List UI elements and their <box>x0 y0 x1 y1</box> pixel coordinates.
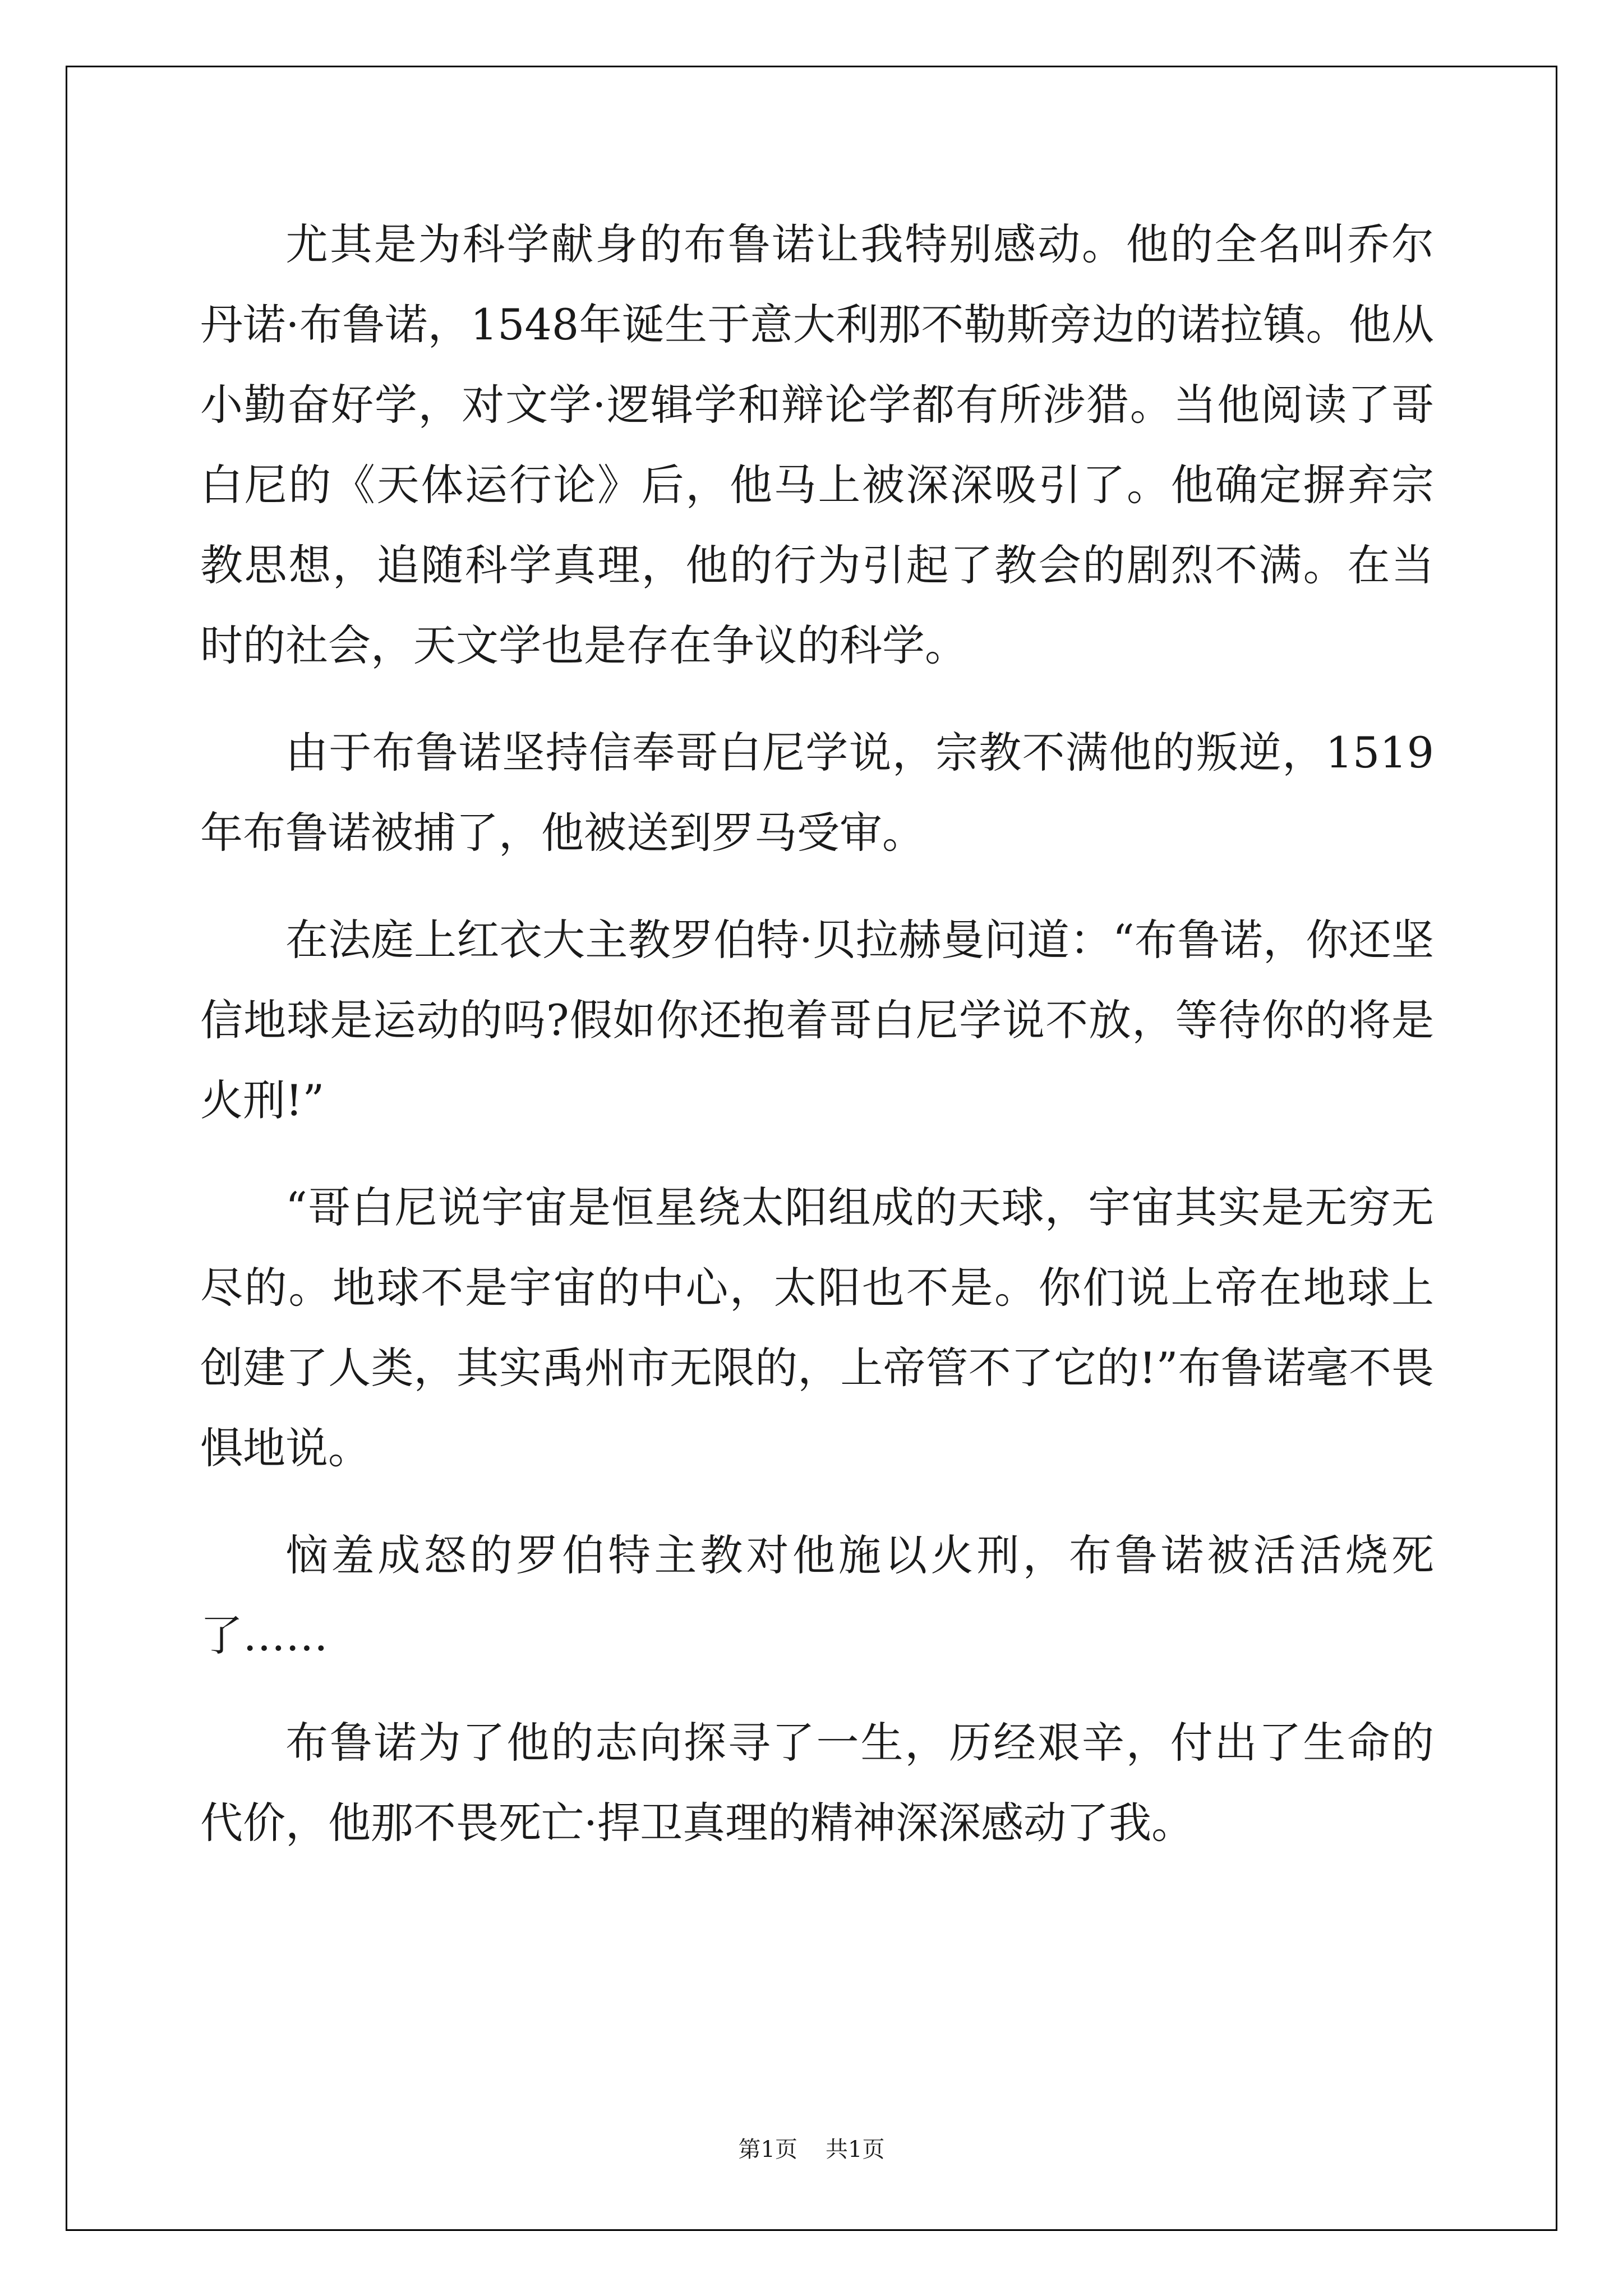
paragraph-3: 在法庭上红衣大主教罗伯特·贝拉赫曼问道：“布鲁诺，你还坚信地球是运动的吗?假如你还抱着哥白尼学说不放，等待你的将是火刑!” <box>200 915 1434 1125</box>
page-footer <box>0 2132 1623 2164</box>
paragraph-4: “哥白尼说宇宙是恒星绕太阳组成的天球，宇宙其实是无穷无尽的。地球不是宇宙的中心，太阳也不是。你们说上帝在地球上创建了人类，其实禹州市无限的，上帝管不了它的!”布鲁诺毫不畏惧地说。 <box>200 1182 1434 1473</box>
paragraph-6: 布鲁诺为了他的志向探寻了一生，历经艰辛，付出了生命的代价，他那不畏死亡·捍卫真理的精神深深感动了我。 <box>200 1718 1434 1848</box>
paragraph-2: 由于布鲁诺坚持信奉哥白尼学说，宗教不满他的叛逆，1519年布鲁诺被捕了，他被送到罗马受审。 <box>200 728 1434 858</box>
page-number-current: 第1页 <box>738 2137 797 2162</box>
paragraph-1: 尤其是为科学献身的布鲁诺让我特别感动。他的全名叫乔尔丹诺·布鲁诺，1548年诞生于意大利那不勒斯旁边的诺拉镇。他从小勤奋好学，对文学·逻辑学和辩论学都有所涉猎。当他阅读了哥白尼的《天体运行论》后，他马上被深深吸引了。他确定摒弃宗教思想，追随科学真理，他的行为引起了教会的剧烈不满。在当时的社会，天文学也是存在争议的科学。 <box>200 219 1434 670</box>
document-body <box>200 204 1434 1890</box>
page-number-total: 共1页 <box>826 2137 885 2162</box>
paragraph-5: 恼羞成怒的罗伯特主教对他施以火刑，布鲁诺被活活烧死了…… <box>200 1530 1434 1660</box>
